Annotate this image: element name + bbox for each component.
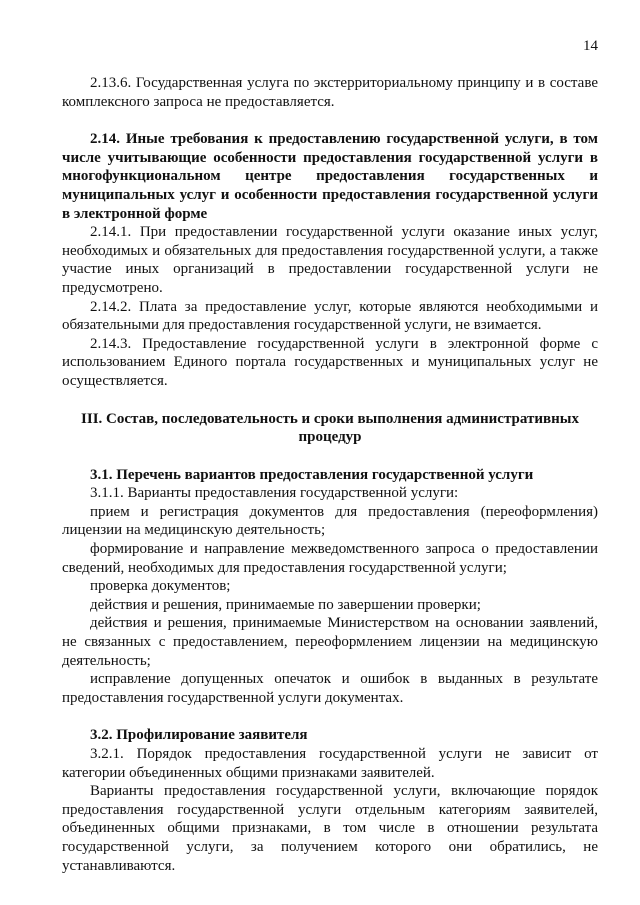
paragraph-2-14-2: 2.14.2. Плата за предоставление услуг, которые являются необходимыми и обязательными для предоставления государственной услуги, не взимается. — [62, 298, 598, 334]
paragraph-3-1-1: 3.1.1. Варианты предоставления государственной услуги: — [90, 485, 459, 502]
variant-item: действия и решения, принимаемые по завершении проверки; — [90, 596, 481, 613]
heading-section-III: III. Состав, последовательность и сроки выполнения административных процедур — [81, 410, 579, 446]
variant-item: проверка документов; — [90, 578, 231, 595]
paragraph-3-2-1: 3.2.1. Порядок предоставления государственной услуги не зависит от категории объединенных общими признаками заявителей. — [62, 746, 598, 781]
page-number: 14 — [583, 38, 598, 54]
variant-item: прием и регистрация документов для предоставления (переоформления) лицензии на медицинскую деятельность; — [62, 503, 598, 539]
heading-3-1: 3.1. Перечень вариантов предоставления государственной услуги — [90, 466, 534, 483]
variant-item: исправление допущенных опечаток и ошибок в выданных в результате предоставления государственной услуги документах. — [62, 671, 598, 706]
paragraph-2-13-6: 2.13.6. Государственная услуга по экстерриториальному принципу и в составе комплексного запроса не предоставляется. — [62, 75, 598, 110]
paragraph-2-14-3: 2.14.3. Предоставление государственной услуги в электронной форме с использованием Единого портала государственных и муниципальных услуг не осуществляется. — [62, 335, 598, 389]
variant-item: действия и решения, принимаемые Министерством на основании заявлений, не связанных с предоставлением, переоформлением лицензии на медицинскую деятельность; — [62, 615, 598, 669]
heading-3-2: 3.2. Профилирование заявителя — [90, 727, 308, 744]
variant-item: формирование и направление межведомственного запроса о предоставлении сведений, необходимых для предоставления государственной услуги; — [62, 541, 598, 576]
document-body — [62, 34, 598, 875]
heading-2-14: 2.14. Иные требования к предоставлению государственной услуги, в том числе учитывающие особенности предоставления государственной услуги в многофункциональном центре предоставления государственных и муниципальных услуг и особенности предоставления государственной услуги в электронной форме — [62, 131, 598, 222]
paragraph-3-2-2: Варианты предоставления государственной услуги, включающие порядок предоставления государственной услуги отдельным категориям заявителей, объединенных общими признаками, в том числе в отношении результата государственной услуги, за получением которого они обратились, не устанавливаются. — [62, 783, 598, 874]
paragraph-2-14-1: 2.14.1. При предоставлении государственной услуги оказание иных услуг, необходимых и обязательных для предоставления государственной услуги, а также участие иных организаций в предоставлении государственной услуги не предусмотрено. — [62, 224, 598, 296]
